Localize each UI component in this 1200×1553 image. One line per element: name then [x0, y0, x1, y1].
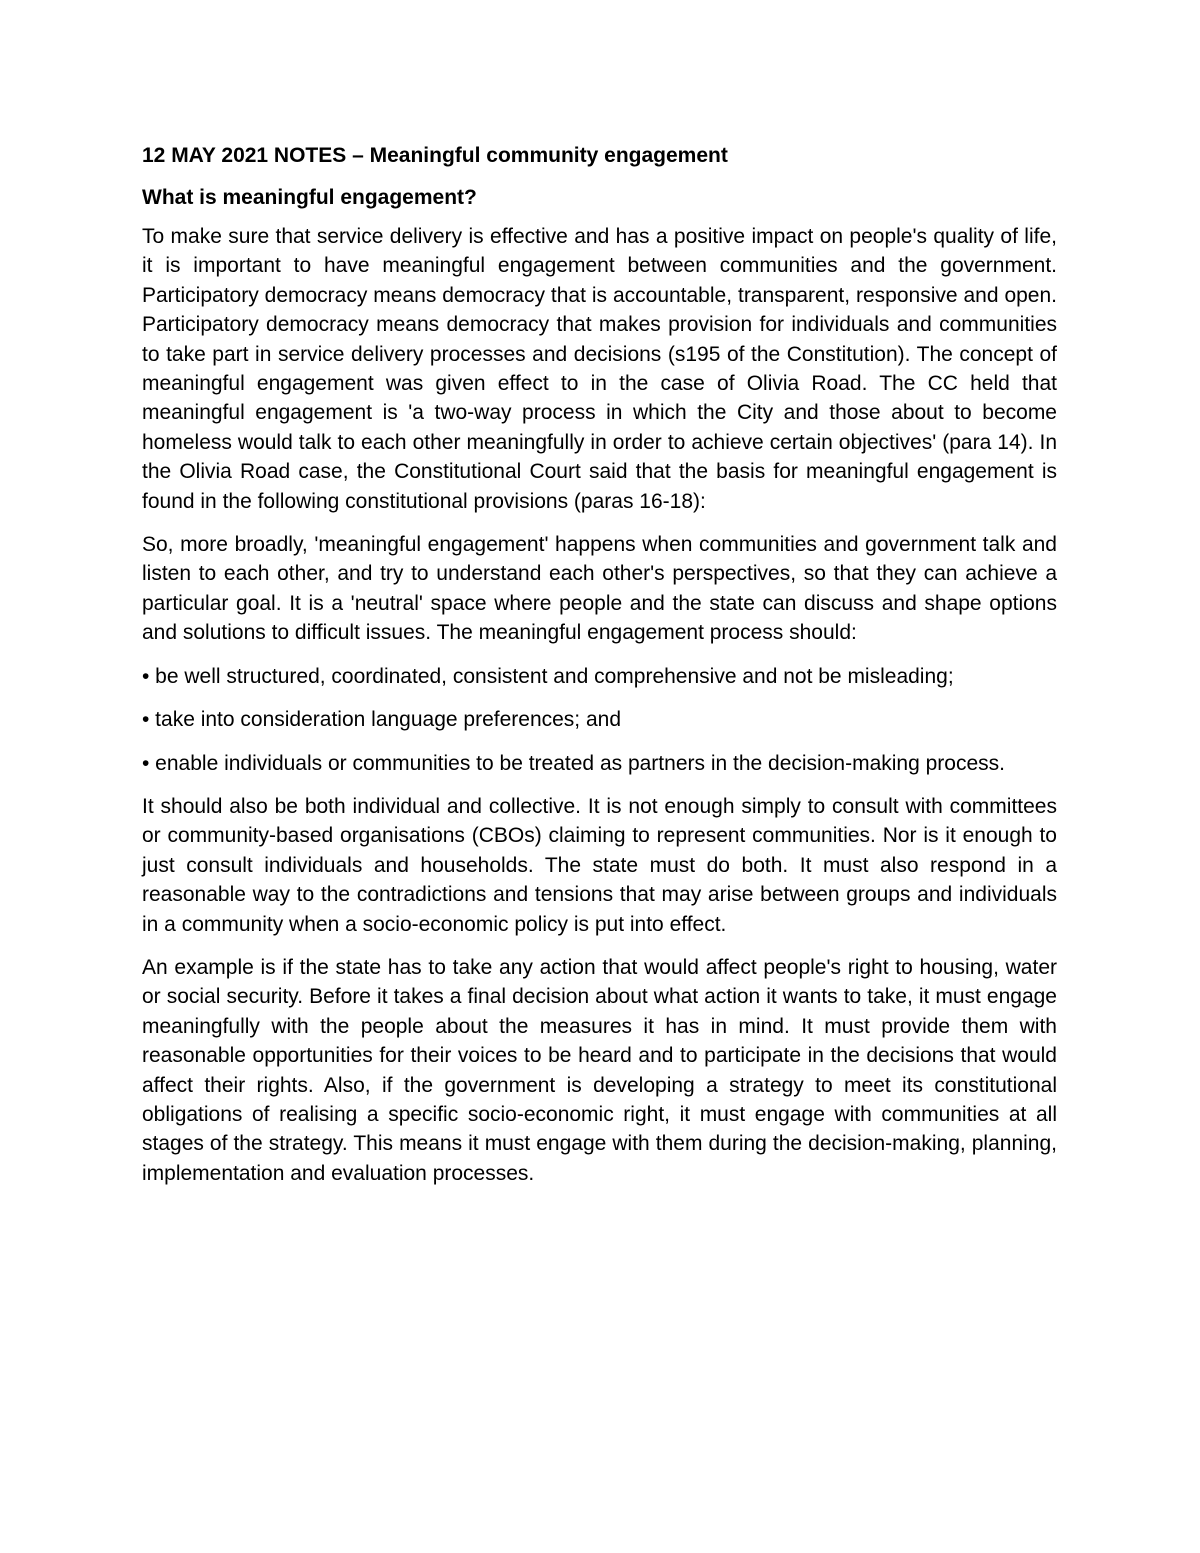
document-title: 12 MAY 2021 NOTES – Meaningful community engagement	[142, 144, 728, 167]
section-heading: What is meaningful engagement?	[142, 186, 477, 209]
bullet-item: • be well structured, coordinated, consistent and comprehensive and not be misleading;	[142, 664, 954, 688]
paragraph-example: An example is if the state has to take any action that would affect people's right to housing, water or social security. Before it takes a final decision about what action it wants to take, it must engage meaningfully with the people about the measures it has in mind. It must provide them with reasonable opportunities for their voices to be heard and to participate in the decisions that would affect their rights. Also, if the government is developing a strategy to meet its constitutional obligations of realising a specific socio-economic right, it must engage with communities at all stages of the strategy. This means it must engage with them during the decision-making, planning, implementation and evaluation processes.	[142, 955, 1057, 1185]
paragraph-individual-collective: It should also be both individual and collective. It is not enough simply to consult with committees or community-based organisations (CBOs) claiming to represent communities. Nor is it enough to just consult individuals and households. The state must do both. It must also respond in a reasonable way to the contradictions and tensions that may arise between groups and individuals in a community when a socio-economic policy is put into effect.	[142, 794, 1057, 936]
paragraph-intro: To make sure that service delivery is effective and has a positive impact on people's quality of life, it is important to have meaningful engagement between communities and the government. Participatory democracy means democracy that is accountable, transparent, responsive and open. Participatory democracy means democracy that makes provision for individuals and communities to take part in service delivery processes and decisions (s195 of the Constitution). The concept of meaningful engagement was given effect to in the case of Olivia Road. The CC held that meaningful engagement is 'a two-way process in which the City and those about to become homeless would talk to each other meaningfully in order to achieve certain objectives' (para 14). In the Olivia Road case, the Constitutional Court said that the basis for meaningful engagement is found in the following constitutional provisions (paras 16-18):	[142, 225, 1057, 513]
bullet-item: • enable individuals or communities to be treated as partners in the decision-making process.	[142, 751, 1005, 775]
paragraph-broad-definition: So, more broadly, 'meaningful engagement' happens when communities and government talk and listen to each other, and try to understand each other's perspectives, so that they can achieve a particular goal. It is a 'neutral' space where people and the state can discuss and shape options and solutions to difficult issues. The meaningful engagement process should:	[142, 533, 1057, 645]
bullet-item: • take into consideration language preferences; and	[142, 708, 622, 732]
